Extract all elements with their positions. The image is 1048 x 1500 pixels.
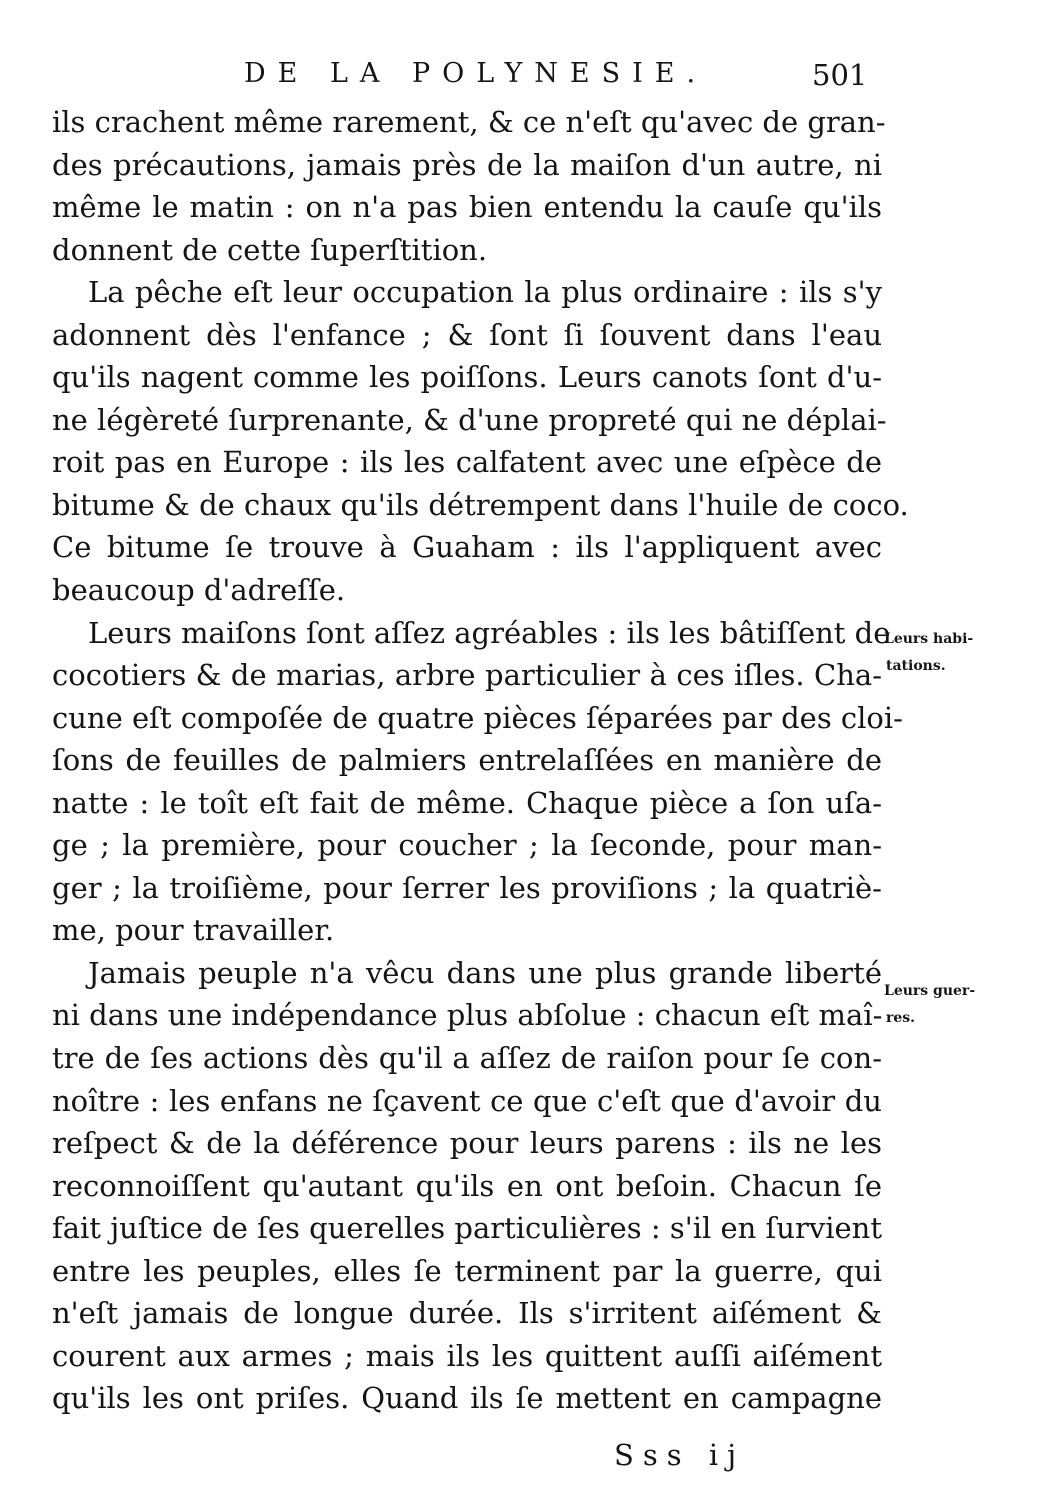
- text-line: fait juſtice de ſes querelles particulières : s'il en ſurvient: [52, 1211, 882, 1246]
- text-line: ne légèreté ſurprenante, & d'une propreté qui ne déplai-: [52, 402, 887, 437]
- text-line: natte : le toît eſt fait de même. Chaque pièce a ſon uſa-: [52, 785, 882, 820]
- margin-note-line: Leurs guer-: [884, 983, 976, 999]
- text-line: même le matin : on n'a pas bien entendu la cauſe qu'ils: [52, 190, 882, 225]
- text-line: ge ; la première, pour coucher ; la ſeconde, pour man-: [52, 828, 882, 863]
- text-line: ni dans une indépendance plus abſolue : chacun eſt maî-: [52, 998, 883, 1033]
- text-line: adonnent dès l'enfance ; & ſont ſi ſouvent dans l'eau: [52, 317, 882, 352]
- text-line: noître : les enfans ne ſçavent ce que c'eſt que d'avoir du: [52, 1083, 882, 1118]
- text-line: ils crachent même rarement, & ce n'eſt qu'avec de gran-: [52, 105, 886, 139]
- text-line: beaucoup d'adreſſe.: [52, 573, 346, 608]
- text-line: qu'ils nagent comme les poiſſons. Leurs canots ſont d'u-: [52, 360, 882, 395]
- text-line: Ce bitume ſe trouve à Guaham : ils l'appliquent avec: [52, 530, 882, 565]
- margin-note-line: res.: [886, 1010, 916, 1026]
- text-line: reconnoiſſent qu'autant qu'ils en ont beſoin. Chacun ſe: [52, 1168, 882, 1203]
- margin-note-habitations: [884, 626, 974, 680]
- text-line: La pêche eſt leur occupation la plus ordinaire : ils s'y: [88, 275, 882, 310]
- text-line: ger ; la troiſième, pour ſerrer les proviſions ; la quatriè-: [52, 870, 882, 905]
- paragraph-4: [52, 952, 882, 1420]
- text-line: entre les peuples, elles ſe terminent par la guerre, qui: [52, 1253, 882, 1288]
- text-line: n'eſt jamais de longue durée. Ils s'irritent aiſément &: [52, 1296, 882, 1331]
- text-line: bitume & de chaux qu'ils détrempent dans l'huile de coco.: [52, 487, 909, 522]
- paragraph-2: [52, 271, 909, 611]
- text-line: courent aux armes ; mais ils les quittent auſſi aiſément: [52, 1338, 882, 1373]
- signature-mark: Sss ij: [614, 1438, 746, 1472]
- paragraph-1: [52, 101, 886, 271]
- text-line: tre de ſes actions dès qu'il a aſſez de raiſon pour ſe con-: [52, 1041, 882, 1076]
- paragraph-3: [52, 612, 903, 952]
- text-line: cune eſt compoſée de quatre pièces ſéparées par des cloi-: [52, 700, 903, 735]
- text-line: Jamais peuple n'a vêcu dans une plus grande liberté: [88, 955, 882, 990]
- text-line: reſpect & de la déférence pour leurs parens : ils ne les: [52, 1126, 882, 1161]
- text-line: qu'ils les ont priſes. Quand ils ſe mettent en campagne: [52, 1381, 882, 1416]
- text-line: roit pas en Europe : ils les calfatent avec une eſpèce de: [52, 445, 882, 480]
- page-header: [0, 58, 1048, 98]
- text-line: cocotiers & de marias, arbre particulier à ces iſles. Cha-: [52, 658, 882, 693]
- text-line: Leurs maiſons ſont aſſez agréables : ils les bâtiſſent de: [88, 615, 891, 650]
- body-text: [52, 101, 909, 1420]
- text-line: donnent de cette ſuperſtition.: [52, 232, 488, 267]
- text-line: des précautions, jamais près de la maiſon d'un autre, ni: [52, 147, 882, 182]
- text-line: me, pour travailler.: [52, 913, 335, 948]
- margin-note-line: Leurs habi-: [884, 631, 974, 647]
- margin-note-guerres: [884, 978, 974, 1032]
- margin-note-line: tations.: [886, 658, 946, 674]
- running-title: DE LA POLYNESIE.: [244, 58, 708, 89]
- page-number: 501: [812, 58, 868, 92]
- text-line: ſons de feuilles de palmiers entrelaſſées en manière de: [52, 743, 882, 778]
